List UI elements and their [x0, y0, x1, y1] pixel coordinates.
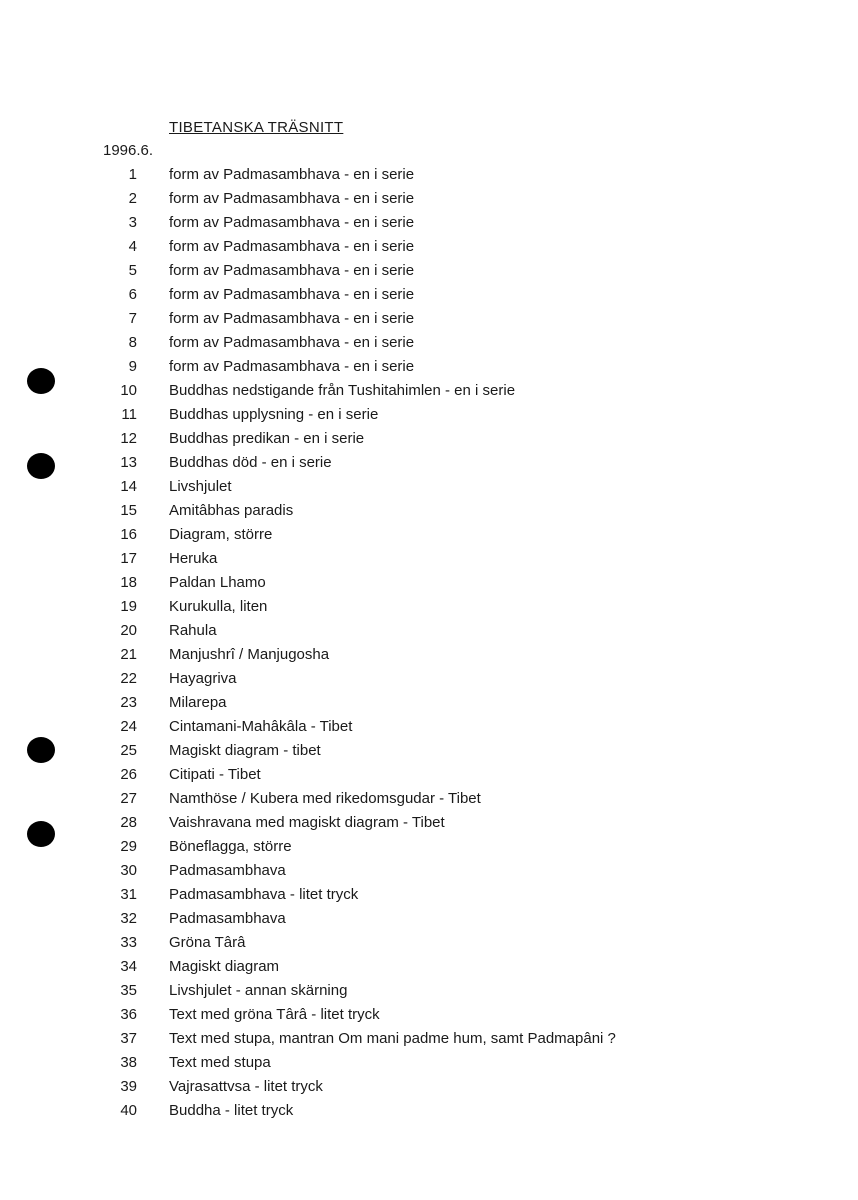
list-item [0, 499, 858, 523]
item-title: Text med stupa [169, 1054, 271, 1071]
item-title: form av Padmasambhava - en i serie [169, 262, 415, 279]
list-item [0, 307, 858, 331]
item-title: form av Padmasambhava - en i serie [169, 238, 415, 255]
item-number: 17 [120, 550, 137, 567]
item-title: form av Padmasambhava - en i serie [169, 310, 415, 327]
list-item [0, 619, 858, 643]
list-item [0, 1051, 858, 1075]
item-title: Heruka [169, 550, 218, 567]
item-number: 40 [120, 1102, 137, 1119]
item-title: Diagram, större [169, 526, 273, 543]
item-title: Paldan Lhamo [169, 574, 266, 591]
list-item [0, 1027, 858, 1051]
item-number: 13 [120, 454, 137, 471]
list-item [0, 403, 858, 427]
list-item [0, 379, 858, 403]
item-number: 25 [120, 742, 137, 759]
list-item [0, 931, 858, 955]
item-number: 20 [120, 622, 137, 639]
item-number: 14 [120, 478, 137, 495]
item-number: 10 [120, 382, 137, 399]
item-title: Cintamani-Mahâkâla - Tibet [169, 718, 353, 735]
list-item [0, 235, 858, 259]
list-item [0, 739, 858, 763]
item-title: Milarepa [169, 694, 227, 711]
list-item [0, 787, 858, 811]
item-title: form av Padmasambhava - en i serie [169, 166, 415, 183]
list-item [0, 763, 858, 787]
item-title: Buddha - litet tryck [169, 1102, 294, 1119]
list-item [0, 355, 858, 379]
item-title: Vaishravana med magiskt diagram - Tibet [169, 814, 445, 831]
item-number: 31 [120, 886, 137, 903]
list-item [0, 835, 858, 859]
item-title: Gröna Târâ [169, 934, 246, 951]
list-item [0, 715, 858, 739]
list-item [0, 259, 858, 283]
item-number: 27 [120, 790, 137, 807]
item-number: 24 [120, 718, 137, 735]
list-item [0, 331, 858, 355]
list-item [0, 547, 858, 571]
item-number: 22 [120, 670, 137, 687]
item-number: 29 [120, 838, 137, 855]
list-item [0, 955, 858, 979]
item-number: 34 [120, 958, 137, 975]
item-number: 11 [121, 406, 137, 423]
list-item [0, 451, 858, 475]
item-title: Buddhas upplysning - en i serie [169, 406, 379, 423]
item-title: Vajrasattvsa - litet tryck [169, 1078, 323, 1095]
item-title: Livshjulet [169, 478, 232, 495]
list-item [0, 523, 858, 547]
item-title: Text med stupa, mantran Om mani padme hum, samt Padmapâni ? [169, 1030, 616, 1047]
list-item [0, 859, 858, 883]
item-number: 18 [120, 574, 137, 591]
item-title: form av Padmasambhava - en i serie [169, 286, 415, 303]
list-item [0, 475, 858, 499]
list-item [0, 211, 858, 235]
item-number: 28 [120, 814, 137, 831]
item-number: 33 [120, 934, 137, 951]
item-number: 12 [120, 430, 137, 447]
item-title: Citipati - Tibet [169, 766, 261, 783]
item-title: Buddhas predikan - en i serie [169, 430, 365, 447]
list-item [0, 1075, 858, 1099]
item-title: Livshjulet - annan skärning [169, 982, 348, 999]
list-item [0, 595, 858, 619]
item-title: Rahula [169, 622, 217, 639]
item-title: form av Padmasambhava - en i serie [169, 214, 415, 231]
list-item [0, 187, 858, 211]
item-number: 19 [120, 598, 137, 615]
item-title: Buddhas död - en i serie [169, 454, 332, 471]
item-number: 35 [120, 982, 137, 999]
item-title: Text med gröna Târâ - litet tryck [169, 1006, 380, 1023]
item-title: Amitâbhas paradis [169, 502, 294, 519]
item-title: Manjushrî / Manjugosha [169, 646, 330, 663]
list-item [0, 907, 858, 931]
list-item [0, 1003, 858, 1027]
item-number: 16 [120, 526, 137, 543]
item-number: 9 [128, 358, 137, 375]
item-number: 5 [128, 262, 137, 279]
list-item [0, 163, 858, 187]
item-number: 7 [128, 310, 137, 327]
item-title: form av Padmasambhava - en i serie [169, 358, 415, 375]
list-item [0, 283, 858, 307]
item-title: Hayagriva [169, 670, 237, 687]
item-number: 8 [128, 334, 137, 351]
item-number: 4 [128, 238, 137, 255]
item-number: 39 [120, 1078, 137, 1095]
list-item [0, 643, 858, 667]
item-number: 38 [120, 1054, 137, 1071]
list-item [0, 1099, 858, 1123]
list-item [0, 811, 858, 835]
item-title: Magiskt diagram [169, 958, 280, 975]
page-title: TIBETANSKA TRÄSNITT [169, 119, 344, 136]
item-number: 1 [128, 166, 137, 183]
item-title: Padmasambhava [169, 910, 286, 927]
document-date: 1996.6. [103, 142, 154, 159]
list-item [0, 571, 858, 595]
item-number: 3 [128, 214, 137, 231]
item-number: 36 [120, 1006, 137, 1023]
item-title: Magiskt diagram - tibet [169, 742, 321, 759]
list-item [0, 979, 858, 1003]
item-title: Buddhas nedstigande från Tushitahimlen - en i serie [169, 382, 516, 399]
print-list [0, 163, 858, 1123]
item-title: Namthöse / Kubera med rikedomsgudar - Tibet [169, 790, 481, 807]
item-number: 30 [120, 862, 137, 879]
item-number: 2 [128, 190, 137, 207]
item-number: 6 [128, 286, 137, 303]
list-item [0, 883, 858, 907]
list-item [0, 427, 858, 451]
list-item [0, 667, 858, 691]
item-number: 23 [120, 694, 137, 711]
item-number: 37 [120, 1030, 137, 1047]
item-number: 15 [120, 502, 137, 519]
item-title: form av Padmasambhava - en i serie [169, 190, 415, 207]
item-title: Padmasambhava - litet tryck [169, 886, 359, 903]
item-title: form av Padmasambhava - en i serie [169, 334, 415, 351]
item-title: Böneflagga, större [169, 838, 292, 855]
item-title: Kurukulla, liten [169, 598, 268, 615]
item-number: 26 [120, 766, 137, 783]
list-item [0, 691, 858, 715]
item-number: 21 [120, 646, 137, 663]
item-number: 32 [120, 910, 137, 927]
item-title: Padmasambhava [169, 862, 286, 879]
